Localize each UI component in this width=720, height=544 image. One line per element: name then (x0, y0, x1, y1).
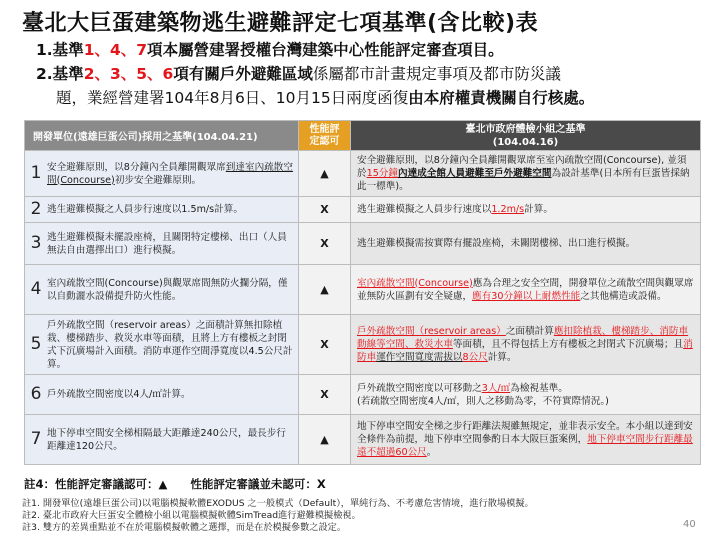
row-number: 4 (30, 279, 42, 299)
intro-line-1 (36, 38, 706, 62)
table-row (25, 151, 701, 197)
developer-cell (25, 265, 299, 315)
table-row (25, 265, 701, 315)
intro-l1-end: 。 (488, 41, 504, 59)
row6-c-part4: (若疏散空間密度4人/㎡，則人之移動為零，不符實際情況。) (357, 395, 609, 407)
developer-text: 逃生避難模擬之人員步行速度以1.5m/s計算。 (47, 204, 243, 215)
intro-l2-prefix: 2.基準 (36, 65, 84, 83)
approval-mark: ▲ (299, 415, 351, 465)
developer-cell (25, 223, 299, 265)
header-developer-standard: 開發單位(遠雄巨蛋公司)採用之基準(104.04.21) (25, 121, 299, 151)
developer-cell (25, 197, 299, 223)
row-number: 2 (30, 199, 42, 219)
developer-cell (25, 315, 299, 375)
row4-c-part2: 應為合理之安全空間，開發單位之疏散空間與觀眾席並無防火區劃有安全疑慮， (357, 277, 694, 302)
footnote-2: 註2. 臺北市政府大巨蛋安全體檢小組以電腦模擬軟體SimTread進行避難模擬檢視。 (22, 510, 361, 521)
row-number: 3 (30, 233, 42, 253)
row7-c-part3: 。 (426, 447, 437, 458)
row5-c-part2: 之面積計算 (505, 326, 554, 337)
approval-mark: X (299, 375, 351, 415)
row1-c-part4: 為設計基準(日本所有巨蛋皆採納此一標準)。 (357, 168, 690, 192)
row5-c-part4: 等面積，且不得包括上方有樓板之封閉式下沉廣場；且 (452, 339, 684, 350)
note-4-legend: 註4：性能評定審議認可：▲ 性能評定審議並未認可：X (24, 477, 326, 491)
table-row (25, 197, 701, 223)
intro-l1-unit: 項 (147, 41, 163, 59)
developer-text: 戶外疏散空間（reservoir areas）之面積計算無扣除植栽、樓梯踏步、救災水車等面積，且將上方有樓板之封閉式下沉廣場計入面積。消防車運作空間淨寬度以4.5公尺計算。 (47, 319, 293, 370)
developer-text: 地下停車空間安全梯相隔最大距離達240公尺，最長步行距離達120公尺。 (47, 427, 286, 452)
city-cell (351, 375, 701, 415)
footnote-3: 註3. 雙方的差異重點並不在於電腦模擬軟體之選擇，而是在於模擬參數之設定。 (22, 522, 347, 533)
row6-c-part2: 3人/㎡ (481, 382, 511, 394)
row5-c-part5: 消防車 (357, 339, 693, 363)
row6-c-part3: 為檢視基準。 (510, 382, 568, 394)
table-header-row (25, 121, 701, 151)
developer-cell (25, 375, 299, 415)
row2-c-part2: 1.2m/s (491, 204, 525, 215)
developer-text: 逃生避難模擬未擺設座椅，且關閉特定樓梯、出口（人員無法自由選擇出口）進行模擬。 (47, 231, 287, 256)
header-performance-approval (299, 121, 351, 151)
intro-l3-end: 。 (578, 89, 595, 107)
intro-l3-emph: 由本府權責機關自行核處 (408, 89, 579, 107)
row7-c-part2: 地下停車空間步行距離最遠不超過60公尺 (357, 434, 693, 458)
city-cell (351, 415, 701, 465)
row5-c-part7: 8公尺 (462, 352, 488, 363)
row5-c-part3: 應扣除植栽、樓梯踏步、消防車動線等空間、救災水車 (357, 326, 689, 350)
approval-mark: ▲ (299, 265, 351, 315)
row2-c-part1: 逃生避難模擬之人員步行速度以 (357, 204, 492, 215)
city-cell: 逃生避難模擬需按實際有擺設座椅，未關閉樓梯、出口進行模擬。 (351, 223, 701, 265)
intro-l2-items: 2、3、5、6 (83, 65, 174, 83)
table-row (25, 315, 701, 375)
footnote-1: 註1. 開發單位(遠雄巨蛋公司)以電腦模擬軟體EXODUS 之一般模式（Default），單純行為、不考慮危害情境，進行散場模擬。 (22, 498, 534, 509)
header-approval-line1: 性能評 (309, 123, 340, 135)
row1-a-part3: 初步安全避難原則。 (114, 174, 202, 186)
row4-c-part4: 之其他構造或設備。 (580, 290, 667, 302)
row-number: 7 (30, 429, 42, 449)
intro-l3-body: 題，業經營建署104年8月6日、10月15日兩度函復 (56, 89, 409, 107)
city-cell (351, 315, 701, 375)
city-cell (351, 197, 701, 223)
row1-c-part1: 安全避難原則，以8分鐘內全員離開觀眾席至室內疏散空間(Concourse), 並須於 (357, 155, 687, 179)
approval-mark: X (299, 223, 351, 265)
row5-c-part1: 戶外疏散空間（reservoir areas） (357, 326, 506, 337)
developer-text (47, 161, 294, 187)
intro-l1-prefix: 1.基準 (36, 41, 84, 59)
approval-mark: X (299, 315, 351, 375)
developer-cell (25, 415, 299, 465)
intro-l2-unit: 項 (173, 65, 189, 83)
row4-c-part3: 應有30分鐘以上耐燃性能 (472, 290, 581, 302)
intro-l1-items: 1、4、7 (83, 41, 148, 59)
table-row (25, 223, 701, 265)
intro-line-3 (36, 86, 706, 110)
row4-c-part1: 室內疏散空間(Concourse) (357, 277, 473, 289)
intro-l2-emph: 有關戶外避難區域 (188, 65, 313, 83)
header-city-line1: 臺北市政府體檢小組之基準 (465, 123, 586, 135)
intro-line-2 (36, 62, 706, 86)
page-title: 臺北大巨蛋建築物逃生避難評定七項基準(含比較)表 (22, 11, 539, 36)
row-number: 1 (30, 163, 42, 183)
row1-a-part1: 安全避難原則，以8分鐘內全員離開觀眾席 (47, 161, 226, 173)
table-row (25, 415, 701, 465)
row5-c-part8: 計算。 (487, 352, 517, 363)
row1-c-part2: 15分鐘 (366, 168, 398, 179)
table-row (25, 375, 701, 415)
intro-l1-body: 本屬營建署授權台灣建築中心性能評定審查項目 (162, 41, 489, 59)
approval-mark: ▲ (299, 151, 351, 197)
row1-c-part3: 內達成全館人員避難至戶外避難空間 (398, 168, 552, 179)
row-number: 6 (30, 384, 42, 404)
developer-text: 戶外疏散空間密度以4人/㎡計算。 (47, 389, 191, 400)
row7-c-part1: 地下停車空間安全梯之步行距離法規雖無規定，並非表示安全。本小組以達到安全條件為前提，地下停車空間參酌日本大阪巨蛋案例， (357, 421, 693, 445)
header-city-standard (351, 121, 701, 151)
page-number: 40 (683, 519, 696, 530)
row5-c-part6: 運作空間寬度需拔以 (376, 352, 463, 363)
row1-a-part2: 到達室內疏散空間(Concourse) (47, 161, 293, 186)
header-city-line2: (104.04.16) (492, 136, 559, 148)
header-approval-line2: 定認可 (309, 135, 340, 147)
intro-l2-body: 係屬都市計畫規定事項及都市防災議 (312, 65, 561, 83)
developer-cell (25, 151, 299, 197)
city-cell (351, 151, 701, 197)
row6-c-part1: 戶外疏散空間密度以可移動之 (357, 382, 482, 394)
developer-text: 室內疏散空間(Concourse)與觀眾席間無防火攔分隔，僅以自動灑水設備提升防火性能。 (47, 277, 288, 302)
city-cell (351, 265, 701, 315)
row2-c-part3: 計算。 (524, 204, 553, 215)
approval-mark: X (299, 197, 351, 223)
comparison-table (24, 120, 701, 465)
intro-text (36, 38, 706, 110)
footnotes (22, 498, 534, 534)
row-number: 5 (30, 334, 42, 354)
